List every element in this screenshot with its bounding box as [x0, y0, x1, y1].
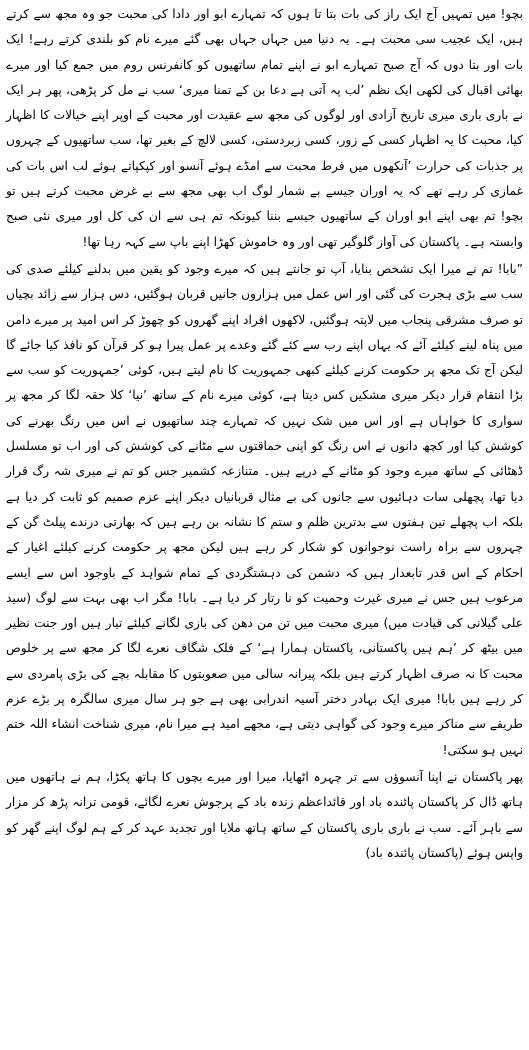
paragraph-pakistan-address-to-father: ”بابا! تم نے میرا ایک تشخص بنایا، آپ تو جانتے ہیں کہ میرے وجود کو یقین میں بدلنے کیلئے صدی کی سب سے بڑی ہجرت کی گئی اور اس عمل میں ہزاروں جانیں قربان ہوگئیں، دس ہزار سے زائد بچیاں تو صرف مشرقی پنجاب میں لاپتہ ہوگئیں، لاکھوں افراد اپنے گھروں کو چھوڑ کر اس امید پر میرے دامن میں پناہ لینے کیلئے آئے کہ یہاں اپنے رب سے کئے گئے وعدے پر عمل پیرا ہو کر قرآن کو نافذ کیا جائے گا لیکن آج تک مجھ پر حکومت کرنے کیلئے کبھی جمہوریت کا نام لیتے ہیں، کوئی ’جمہوریت کو سب سے بڑا انتقام قرار دیکر میری مشکیں کس دیتا ہے، کوئی میرے نام کے ساتھ ’نیا‘ کلا حقہ لگا کر مجھ پر سواری کا خواہاں ہے اور اس میں شک نہیں کہ تمہارے چند ساتھیوں نے اس میں رنگ بھرنے کی کوشش کیا اور کچھ دانوں نے اس رنگ کو اپنی حماقتوں سے مٹانے کی کوشش کی اور اب تو مسلسل ڈھٹائی کے ساتھ میرے وجود کو مٹانے کے درپے ہیں۔ متنازعہ کشمیر جس کو تم نے میری شہ رگ قرار دیا تھا، پچھلی سات دہائیوں سے جانوں کی بے مثال قربانیاں دیکر اپنے عزم صمیم کو ثابت کر دیا ہے بلکہ اب پچھلے تین ہفتوں سے بدترین ظلم و ستم کا نشانہ بن رہے ہیں کہ بھارتی درندے پیلٹ گن کے چہروں سے براہ راست نوجوانوں کو شکار کر رہے ہیں لیکن مجھ پر حکومت کرنے کیلئے اغیار کے احکام کے اس قدر تابعدار ہیں کہ دشمن کی دہشتگردی کے تمام شواہد کے باوجود اس سے ایسے مرعوب ہیں جس نے میری غیرت وحمیت کو نا رتار کر دیا ہے۔ بابا! مگر اب بھی بہت سے لوگ (سید علی گیلانی کی قیادت میں) میری محبت میں تن من دھن کی بازی لگانے کیلئے تیار ہیں اور جنت نظیر میں بیٹھ کر ’ہم ہیں پاکستانی، پاکستان ہمارا ہے‘ کے فلک شگاف نعرے لگا کر مجھ سے پر خلوص محبت کا نہ صرف اظہار کرتے ہیں بلکہ پیرانہ سالی میں صعوبتوں کا مقابلہ بچے کی بڑی پامردی سے کر رہے ہیں بابا! میری ایک بہادر دختر آسیہ اندرابی بھی ہے جو ہر سال میری سالگرہ پر بڑے عزم طریقے سے مناکر میرے وجود کی گواہی دیتی ہے، مجھے امید ہے میرا نام، میری شناخت انشاء اللہ ختم نہیں ہو سکتی! [6, 261, 523, 757]
paragraph-pakistan-message-to-children: بچو! میں تمہیں آج ایک راز کی بات بتا تا ہوں کہ تمہارے ابو اور دادا کی محبت جو وہ مجھ سے کرتے ہیں، ایک عجیب سی محبت ہے۔ یہ دنیا میں جہاں جہاں بھی گئے میرے نام کو بلندی کرتے رہے! ایک بات اور بتا دوں کہ آج صبح تمہارے ابو نے اپنے تمام ساتھیوں کو کانفرنس روم میں جمع کیا اور میرے بھائی اقبال کی لکھی ایک نظم ’لب پہ آتی ہے دعا بن کے تمنا میری‘ سب نے مل کر پڑھی، پھر ہر ایک نے باری باری میری تاریخ آزادی اور لوگوں کی مجھ سے عقیدت اور محبت کے اوپر اپنے خیالات کا اظہار کیا، محبت کا یہ اظہار کسی کے زور، کسی زبردستی، کسی لالچ کے بغیر تھا، سب ساتھیوں کے چہروں پر جذبات کی حرارت ’آنکھوں میں فرط محبت سے امڈے ہوئے آنسو اور کپکپاتے ہوئے لب اس بات کی غمازی کر رہے تھے کہ یہ اوران جیسے بے شمار لوگ اب بھی مجھ سے بے غرض محبت کرتے ہیں تو بچو! تم بھی اپنے ابو اوران کے ساتھیوں جیسے بننا کیونکہ تم ہی سے ان کی کل اور میری نئی صبح وابستہ ہے۔ پاکستان کی آواز گلوگیر تھی اور وہ خاموش کھڑا اپنے باپ سے کہہ رہا تھا! [6, 7, 523, 249]
paragraph-closing-pledge: پھر پاکستان نے اپنا آنسوؤں سے تر چہرہ اٹھایا، میرا اور میرے بچوں کا ہاتھ پکڑا، ہم نے ہاتھوں میں ہاتھ ڈال کر پاکستان پائندہ باد اور قائداعظم زندہ باد کے پرجوش نعرے لگائے، قومی ترانہ پڑھ کر مزار سے باہر آئے۔ سب نے باری باری پاکستان کے ساتھ ہاتھ ملایا اور تجدید عہد کر کے ہم لوگ اپنے گھر کو واپس ہوئے (پاکستان پائندہ باد) [6, 769, 523, 860]
